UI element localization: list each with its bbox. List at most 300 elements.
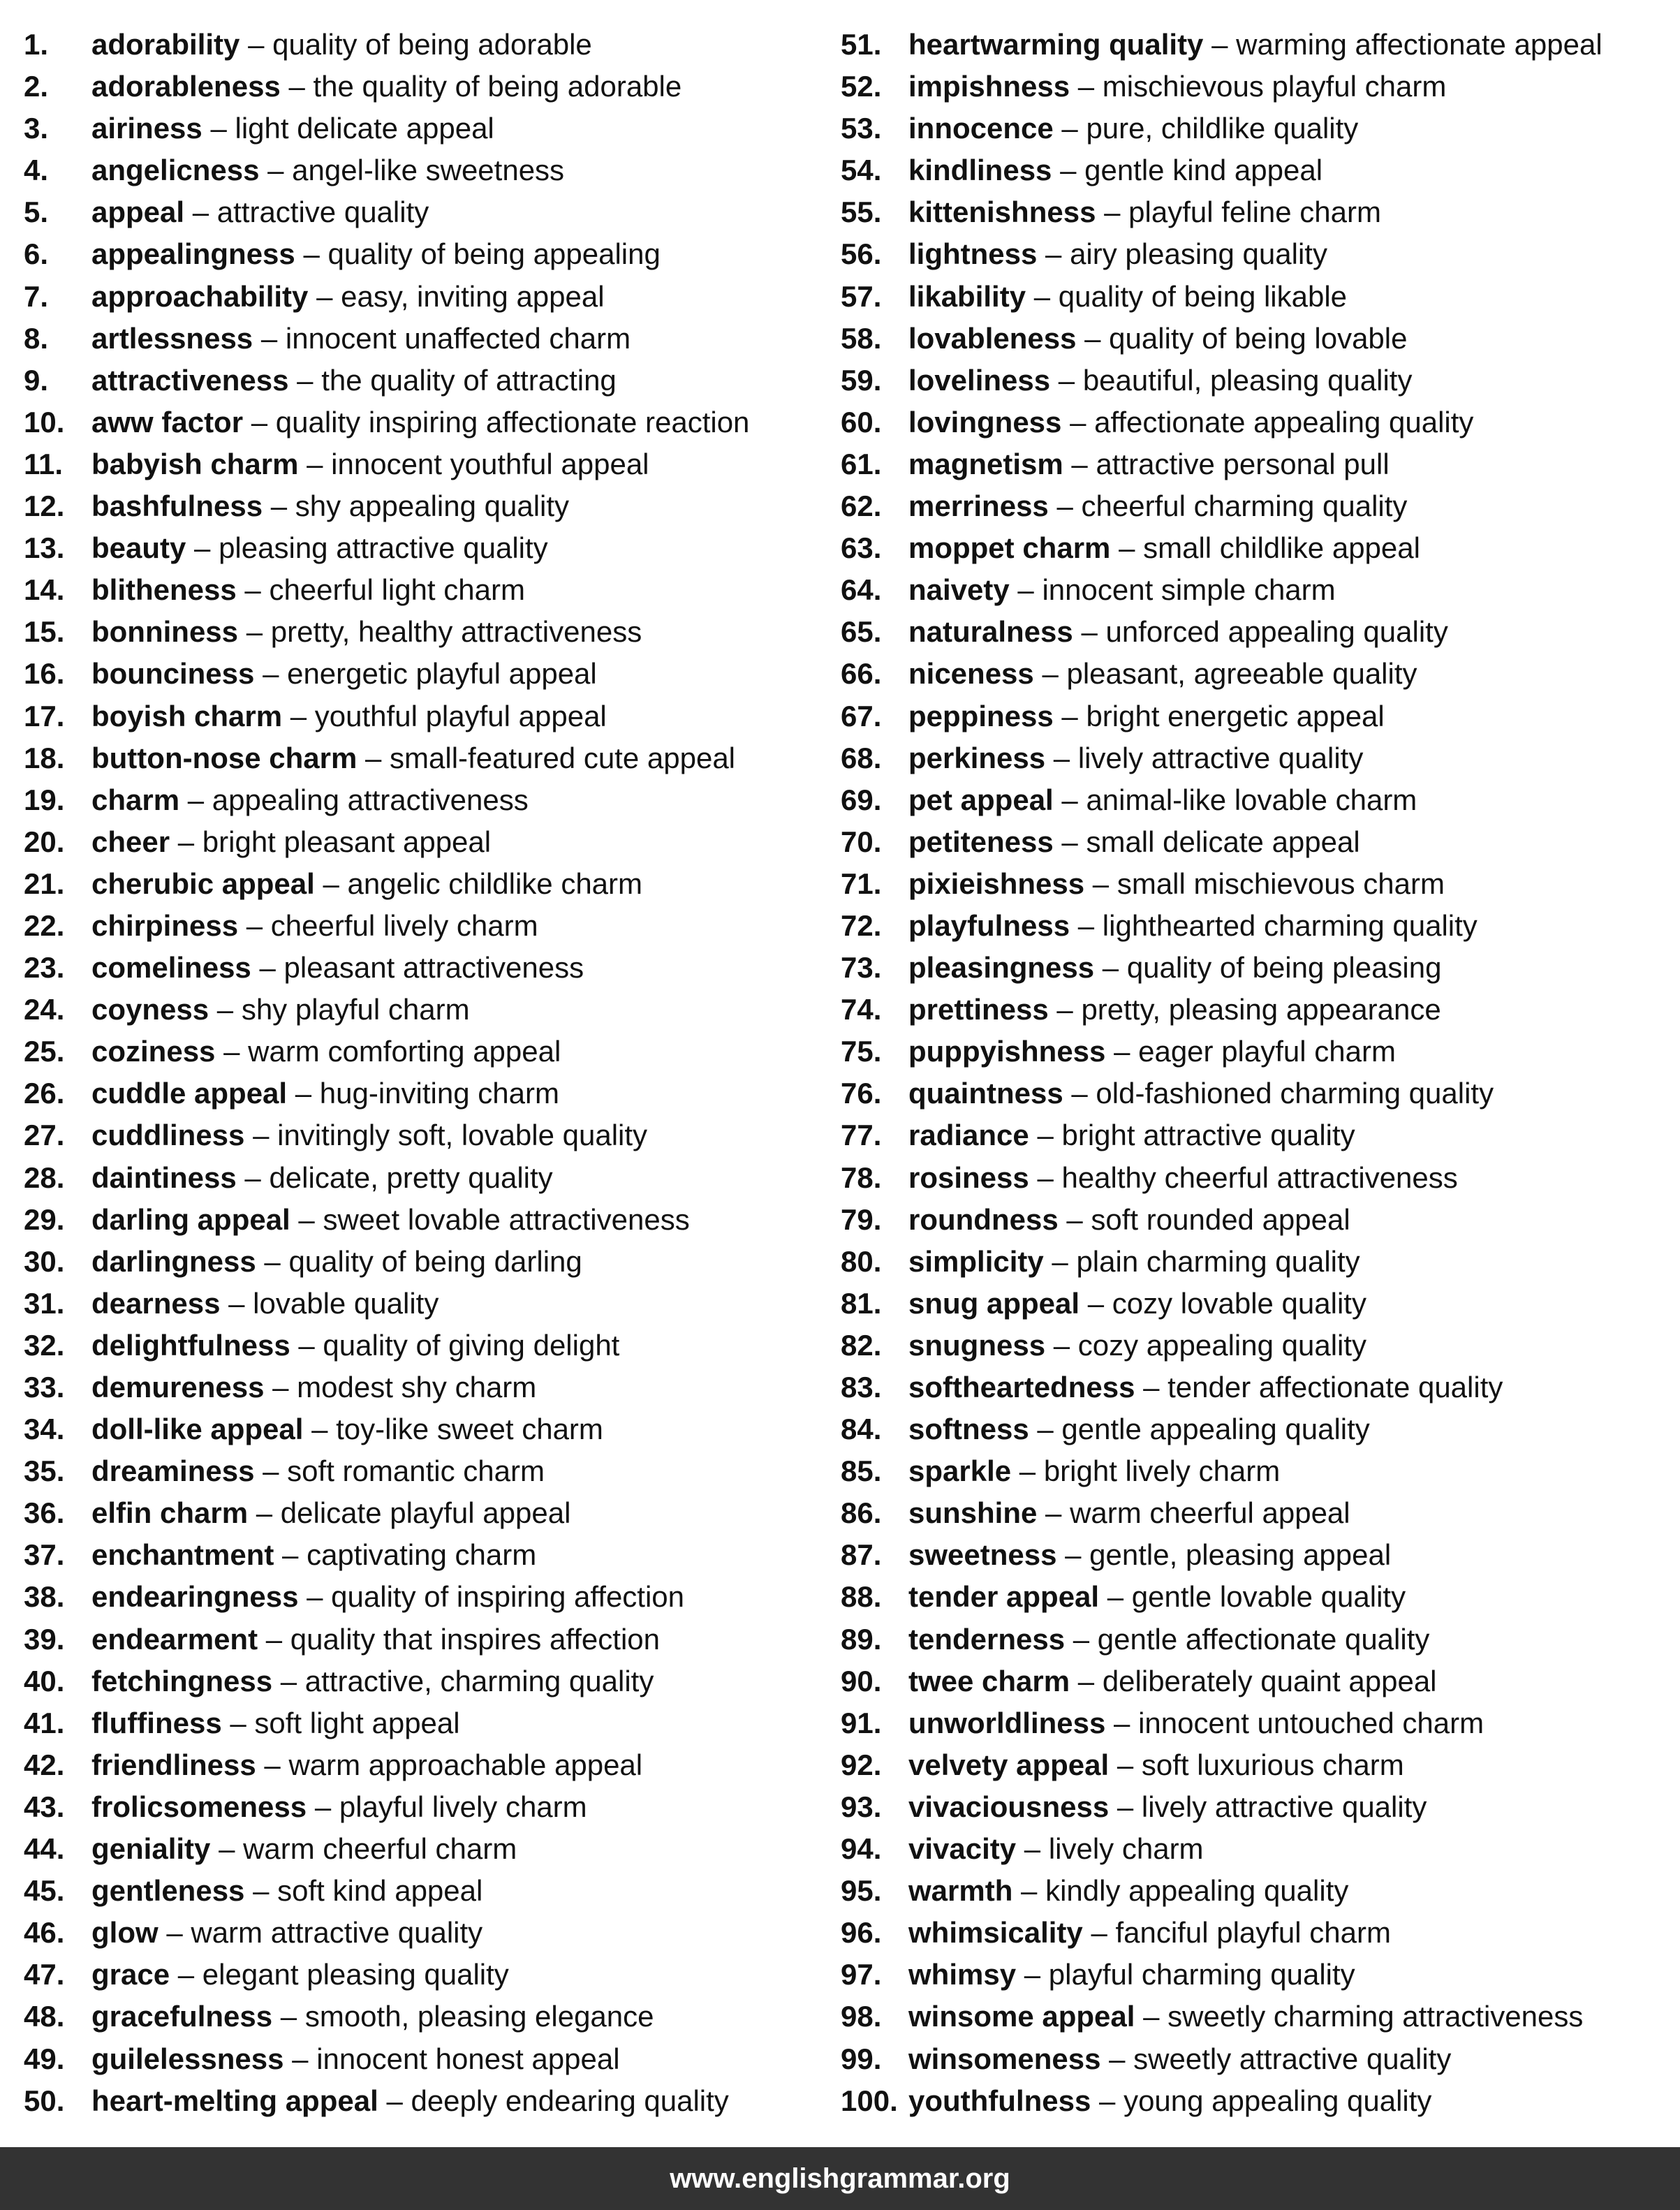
item-separator: – [1117, 1748, 1134, 1781]
list-item [24, 1157, 827, 1199]
item-definition: pleasant attractiveness [283, 951, 584, 985]
site-footer [0, 2147, 1680, 2210]
item-definition: playful feline charm [1128, 196, 1381, 229]
item-word: cheer [91, 825, 170, 858]
item-definition: quality that inspires affection [290, 1622, 660, 1656]
item-separator: – [1087, 1286, 1105, 1320]
list-item [841, 24, 1672, 66]
item-body [91, 1954, 509, 1996]
item-body [91, 1786, 587, 1828]
item-number: 22. [24, 908, 65, 942]
item-body [908, 233, 1327, 275]
item-word: niceness [908, 657, 1034, 691]
item-definition: light delicate appeal [235, 112, 494, 145]
list-item [24, 1744, 827, 1786]
item-word: approachability [91, 279, 309, 313]
list-item [24, 779, 827, 821]
item-body [908, 1786, 1427, 1828]
item-word: naivety [908, 573, 1010, 607]
item-separator: – [1104, 196, 1121, 229]
item-definition: affectionate appealing quality [1094, 405, 1474, 439]
item-word: delightfulness [91, 1328, 290, 1362]
list-item [24, 863, 827, 905]
item-definition: pleasing attractive quality [219, 531, 548, 565]
item-definition: pleasant, agreeable quality [1066, 657, 1417, 691]
list-item [841, 2038, 1672, 2080]
footer-url[interactable]: www.englishgrammar.org [670, 2163, 1010, 2194]
list-item [841, 149, 1672, 191]
item-body [91, 1157, 553, 1199]
list-item [841, 191, 1672, 233]
item-separator: – [1053, 741, 1070, 774]
item-word: demureness [91, 1371, 265, 1404]
item-number: 47. [24, 1958, 65, 1991]
item-word: fetchingness [91, 1664, 273, 1697]
item-separator: – [1037, 1413, 1054, 1446]
item-separator: – [1143, 2000, 1160, 2033]
item-separator: – [177, 1958, 195, 1991]
list-item [24, 821, 827, 863]
item-definition: youthful playful appeal [314, 699, 607, 732]
item-number: 8. [24, 321, 49, 355]
list-item [24, 1408, 827, 1450]
item-body [908, 360, 1412, 402]
item-body [908, 1996, 1583, 2038]
item-separator: – [1033, 279, 1051, 313]
item-word: velvety appeal [908, 1748, 1110, 1781]
item-number: 23. [24, 951, 65, 985]
item-number: 5. [24, 196, 49, 229]
item-word: darlingness [91, 1244, 256, 1278]
item-separator: – [253, 1874, 270, 1908]
item-definition: quality of being adorable [272, 28, 592, 61]
item-word: angelicness [91, 154, 260, 187]
item-definition: lively attractive quality [1141, 1790, 1427, 1823]
item-number: 65. [841, 615, 882, 649]
item-definition: attractive personal pull [1096, 447, 1390, 480]
item-definition: the quality of being adorable [313, 70, 682, 103]
item-body [908, 1828, 1204, 1870]
item-word: adorableness [91, 70, 281, 103]
item-separator: – [1056, 489, 1073, 523]
item-body [908, 737, 1363, 779]
list-item [24, 1199, 827, 1241]
item-definition: delicate, pretty quality [269, 1161, 553, 1194]
item-separator: – [267, 154, 284, 187]
item-definition: invitingly soft, lovable quality [277, 1119, 648, 1152]
item-body [908, 1576, 1406, 1618]
item-body [908, 2080, 1431, 2122]
list-item [841, 1450, 1672, 1492]
list-item [841, 1199, 1672, 1241]
item-number: 86. [841, 1496, 882, 1530]
item-separator: – [316, 279, 333, 313]
item-body [91, 569, 525, 611]
item-number: 54. [841, 154, 882, 187]
item-separator: – [177, 825, 195, 858]
item-body [91, 1241, 582, 1283]
item-word: sunshine [908, 1496, 1038, 1530]
list-item [841, 695, 1672, 737]
item-number: 99. [841, 2042, 882, 2075]
item-word: endearment [91, 1622, 258, 1656]
item-body [908, 1283, 1366, 1325]
item-body [91, 2038, 620, 2080]
item-definition: tender affectionate quality [1167, 1371, 1503, 1404]
word-list-column-right [841, 24, 1672, 2122]
item-word: friendliness [91, 1748, 256, 1781]
item-number: 37. [24, 1538, 65, 1572]
item-separator: – [246, 908, 263, 942]
item-body [91, 1870, 482, 1912]
list-item [841, 402, 1672, 443]
item-separator: – [1081, 615, 1098, 649]
list-item [24, 191, 827, 233]
item-body [908, 1241, 1360, 1283]
item-body [908, 1366, 1503, 1408]
item-separator: – [1037, 1161, 1054, 1194]
item-separator: – [265, 1622, 283, 1656]
item-separator: – [228, 1286, 245, 1320]
item-separator: – [244, 1161, 261, 1194]
item-separator: – [386, 2084, 403, 2117]
item-definition: smooth, pleasing elegance [304, 2000, 654, 2033]
item-separator: – [280, 1664, 297, 1697]
item-separator: – [1084, 321, 1101, 355]
item-word: puppyishness [908, 1035, 1106, 1068]
item-definition: quality of being lovable [1109, 321, 1408, 355]
item-number: 98. [841, 2000, 882, 2033]
item-definition: warm approachable appeal [288, 1748, 643, 1781]
item-number: 6. [24, 237, 49, 271]
item-separator: – [1024, 1832, 1041, 1866]
list-item [24, 1492, 827, 1534]
item-body [91, 1283, 439, 1325]
item-word: doll-like appeal [91, 1413, 304, 1446]
item-definition: hug-inviting charm [319, 1077, 559, 1110]
list-item [841, 1157, 1672, 1199]
item-number: 45. [24, 1874, 65, 1908]
item-word: bounciness [91, 657, 255, 691]
item-separator: – [282, 1538, 299, 1572]
item-word: grace [91, 1958, 170, 1991]
list-item [841, 1241, 1672, 1283]
item-separator: – [307, 1580, 323, 1614]
item-number: 36. [24, 1496, 65, 1530]
item-body [91, 863, 642, 905]
item-definition: cozy lovable quality [1112, 1286, 1366, 1320]
item-word: daintiness [91, 1161, 237, 1194]
list-item [24, 1996, 827, 2038]
list-item [841, 1576, 1672, 1618]
item-number: 61. [841, 447, 882, 480]
item-body [908, 1114, 1355, 1156]
item-word: adorability [91, 28, 240, 61]
item-word: elfin charm [91, 1496, 249, 1530]
item-number: 88. [841, 1580, 882, 1614]
item-word: fluffiness [91, 1706, 222, 1739]
list-item [841, 569, 1672, 611]
item-body [908, 1954, 1355, 1996]
item-number: 43. [24, 1790, 65, 1823]
item-body [908, 1408, 1370, 1450]
item-definition: quality of giving delight [323, 1328, 620, 1362]
item-body [91, 1325, 619, 1366]
list-item [841, 737, 1672, 779]
item-word: attractiveness [91, 363, 289, 397]
item-separator: – [1143, 1371, 1160, 1404]
item-separator: – [166, 1916, 183, 1950]
item-separator: – [288, 70, 305, 103]
item-separator: – [1061, 112, 1078, 145]
item-number: 69. [841, 783, 882, 816]
item-separator: – [303, 237, 320, 271]
item-definition: mischievous playful charm [1102, 70, 1447, 103]
item-definition: shy playful charm [241, 993, 470, 1026]
list-item [24, 1576, 827, 1618]
item-definition: soft rounded appeal [1091, 1202, 1350, 1236]
item-body [91, 695, 607, 737]
item-body [91, 108, 494, 149]
item-number: 12. [24, 489, 65, 523]
item-body [908, 191, 1381, 233]
list-item [24, 108, 827, 149]
list-item [24, 1073, 827, 1114]
list-item [841, 947, 1672, 989]
item-word: darling appeal [91, 1202, 290, 1236]
item-body [908, 276, 1347, 318]
item-body [91, 66, 681, 108]
item-definition: toy-like sweet charm [336, 1413, 603, 1446]
item-separator: – [263, 657, 279, 691]
item-word: vivaciousness [908, 1790, 1110, 1823]
item-definition: attractive quality [216, 196, 429, 229]
item-separator: – [264, 1244, 281, 1278]
item-separator: – [1077, 70, 1095, 103]
item-body [908, 1073, 1494, 1114]
item-body [908, 2038, 1451, 2080]
item-word: guilelessness [91, 2042, 284, 2075]
list-item [841, 233, 1672, 275]
item-separator: – [1061, 825, 1078, 858]
item-number: 28. [24, 1161, 65, 1194]
item-word: coziness [91, 1035, 216, 1068]
item-word: tenderness [908, 1622, 1066, 1656]
item-body [908, 779, 1417, 821]
item-definition: innocent youthful appeal [331, 447, 649, 480]
item-separator: – [1114, 1035, 1130, 1068]
item-separator: – [1058, 363, 1075, 397]
item-word: appeal [91, 196, 185, 229]
item-word: lightness [908, 237, 1038, 271]
item-definition: sweetly charming attractiveness [1167, 2000, 1584, 2033]
item-body [91, 24, 592, 66]
item-word: appealingness [91, 237, 295, 271]
list-item [841, 1870, 1672, 1912]
item-body [908, 821, 1360, 863]
list-item [24, 66, 827, 108]
list-item [24, 1241, 827, 1283]
item-number: 97. [841, 1958, 882, 1991]
item-number: 27. [24, 1119, 65, 1152]
item-word: beauty [91, 531, 186, 565]
item-body [91, 1450, 545, 1492]
item-separator: – [270, 489, 288, 523]
item-word: bonniness [91, 615, 239, 649]
item-word: simplicity [908, 1244, 1044, 1278]
item-separator: – [259, 951, 276, 985]
item-separator: – [1119, 531, 1135, 565]
list-item [841, 527, 1672, 569]
item-body [908, 989, 1441, 1031]
item-word: twee charm [908, 1664, 1070, 1697]
item-definition: healthy cheerful attractiveness [1061, 1161, 1458, 1194]
list-item [841, 66, 1672, 108]
item-definition: warm attractive quality [191, 1916, 483, 1950]
item-separator: – [264, 1748, 281, 1781]
item-number: 74. [841, 993, 882, 1026]
list-item [24, 989, 827, 1031]
item-definition: soft light appeal [254, 1706, 460, 1739]
item-word: airiness [91, 112, 202, 145]
item-number: 84. [841, 1413, 882, 1446]
item-number: 39. [24, 1622, 65, 1656]
item-number: 29. [24, 1202, 65, 1236]
list-item [841, 1660, 1672, 1702]
item-number: 11. [24, 447, 64, 480]
list-item [24, 1828, 827, 1870]
item-word: pleasingness [908, 951, 1095, 985]
item-body [91, 402, 749, 443]
list-item [841, 1744, 1672, 1786]
item-separator: – [219, 1832, 235, 1866]
item-separator: – [260, 321, 278, 355]
item-word: lovingness [908, 405, 1062, 439]
item-number: 25. [24, 1035, 65, 1068]
item-body [91, 947, 584, 989]
item-body [91, 1828, 517, 1870]
item-word: blitheness [91, 573, 237, 607]
list-item [24, 2038, 827, 2080]
item-number: 63. [841, 531, 882, 565]
item-number: 64. [841, 573, 882, 607]
item-definition: warm cheerful charm [243, 1832, 517, 1866]
item-definition: old-fashioned charming quality [1096, 1077, 1494, 1110]
list-item [24, 947, 827, 989]
item-body [908, 1870, 1348, 1912]
item-body [908, 527, 1420, 569]
item-body [91, 989, 470, 1031]
item-definition: lovable quality [253, 1286, 439, 1320]
item-separator: – [1071, 447, 1088, 480]
item-body [908, 1450, 1280, 1492]
item-number: 13. [24, 531, 65, 565]
item-separator: – [1077, 908, 1095, 942]
list-item [841, 989, 1672, 1031]
item-body [91, 611, 642, 653]
item-number: 81. [841, 1286, 882, 1320]
item-separator: – [1061, 699, 1078, 732]
item-word: artlessness [91, 321, 253, 355]
item-body [91, 149, 564, 191]
item-definition: angelic childlike charm [347, 867, 643, 900]
item-number: 1. [24, 28, 49, 61]
item-definition: energetic playful appeal [287, 657, 597, 691]
item-definition: lively charm [1048, 1832, 1204, 1866]
item-number: 30. [24, 1244, 65, 1278]
item-body [908, 485, 1407, 527]
list-item [841, 1073, 1672, 1114]
item-body [91, 1492, 570, 1534]
item-body [91, 233, 661, 275]
item-separator: – [1070, 405, 1086, 439]
item-body [908, 695, 1385, 737]
item-word: whimsy [908, 1958, 1017, 1991]
item-word: charm [91, 783, 180, 816]
item-definition: fanciful playful charm [1115, 1916, 1391, 1950]
item-separator: – [1037, 1119, 1054, 1152]
item-separator: – [1211, 28, 1228, 61]
item-separator: – [192, 196, 209, 229]
item-body [91, 653, 597, 695]
item-number: 91. [841, 1706, 882, 1739]
item-word: winsomeness [908, 2042, 1101, 2075]
item-word: coyness [91, 993, 209, 1026]
item-word: innocence [908, 112, 1054, 145]
item-definition: pretty, healthy attractiveness [270, 615, 642, 649]
item-definition: bright lively charm [1043, 1454, 1281, 1488]
list-item [841, 2080, 1672, 2122]
item-definition: angel-like sweetness [292, 154, 565, 187]
item-definition: sweetly attractive quality [1133, 2042, 1452, 2075]
item-word: loveliness [908, 363, 1051, 397]
item-separator: – [253, 1119, 270, 1152]
item-number: 48. [24, 2000, 65, 2033]
item-separator: – [244, 573, 261, 607]
item-separator: – [292, 2042, 309, 2075]
list-item [24, 569, 827, 611]
item-body [908, 402, 1473, 443]
item-definition: sweet lovable attractiveness [323, 1202, 690, 1236]
item-number: 66. [841, 657, 882, 691]
list-item [841, 1786, 1672, 1828]
item-separator: – [311, 1413, 328, 1446]
item-word: unworldliness [908, 1706, 1106, 1739]
item-definition: shy appealing quality [295, 489, 570, 523]
list-item [841, 1366, 1672, 1408]
item-separator: – [1099, 2084, 1116, 2117]
item-definition: innocent untouched charm [1138, 1706, 1484, 1739]
item-number: 3. [24, 112, 49, 145]
item-number: 18. [24, 741, 65, 774]
item-separator: – [256, 1496, 273, 1530]
item-definition: warm comforting appeal [248, 1035, 561, 1068]
item-body [91, 1996, 654, 2038]
item-definition: soft luxurious charm [1141, 1748, 1404, 1781]
item-separator: – [295, 1077, 312, 1110]
item-body [908, 611, 1448, 653]
item-body [91, 360, 617, 402]
item-separator: – [298, 1328, 315, 1362]
item-number: 58. [841, 321, 882, 355]
list-item [841, 905, 1672, 947]
item-definition: eager playful charm [1138, 1035, 1396, 1068]
item-word: perkiness [908, 741, 1046, 774]
list-item [24, 527, 827, 569]
item-number: 96. [841, 1916, 882, 1950]
item-number: 67. [841, 699, 882, 732]
item-body [91, 1199, 690, 1241]
